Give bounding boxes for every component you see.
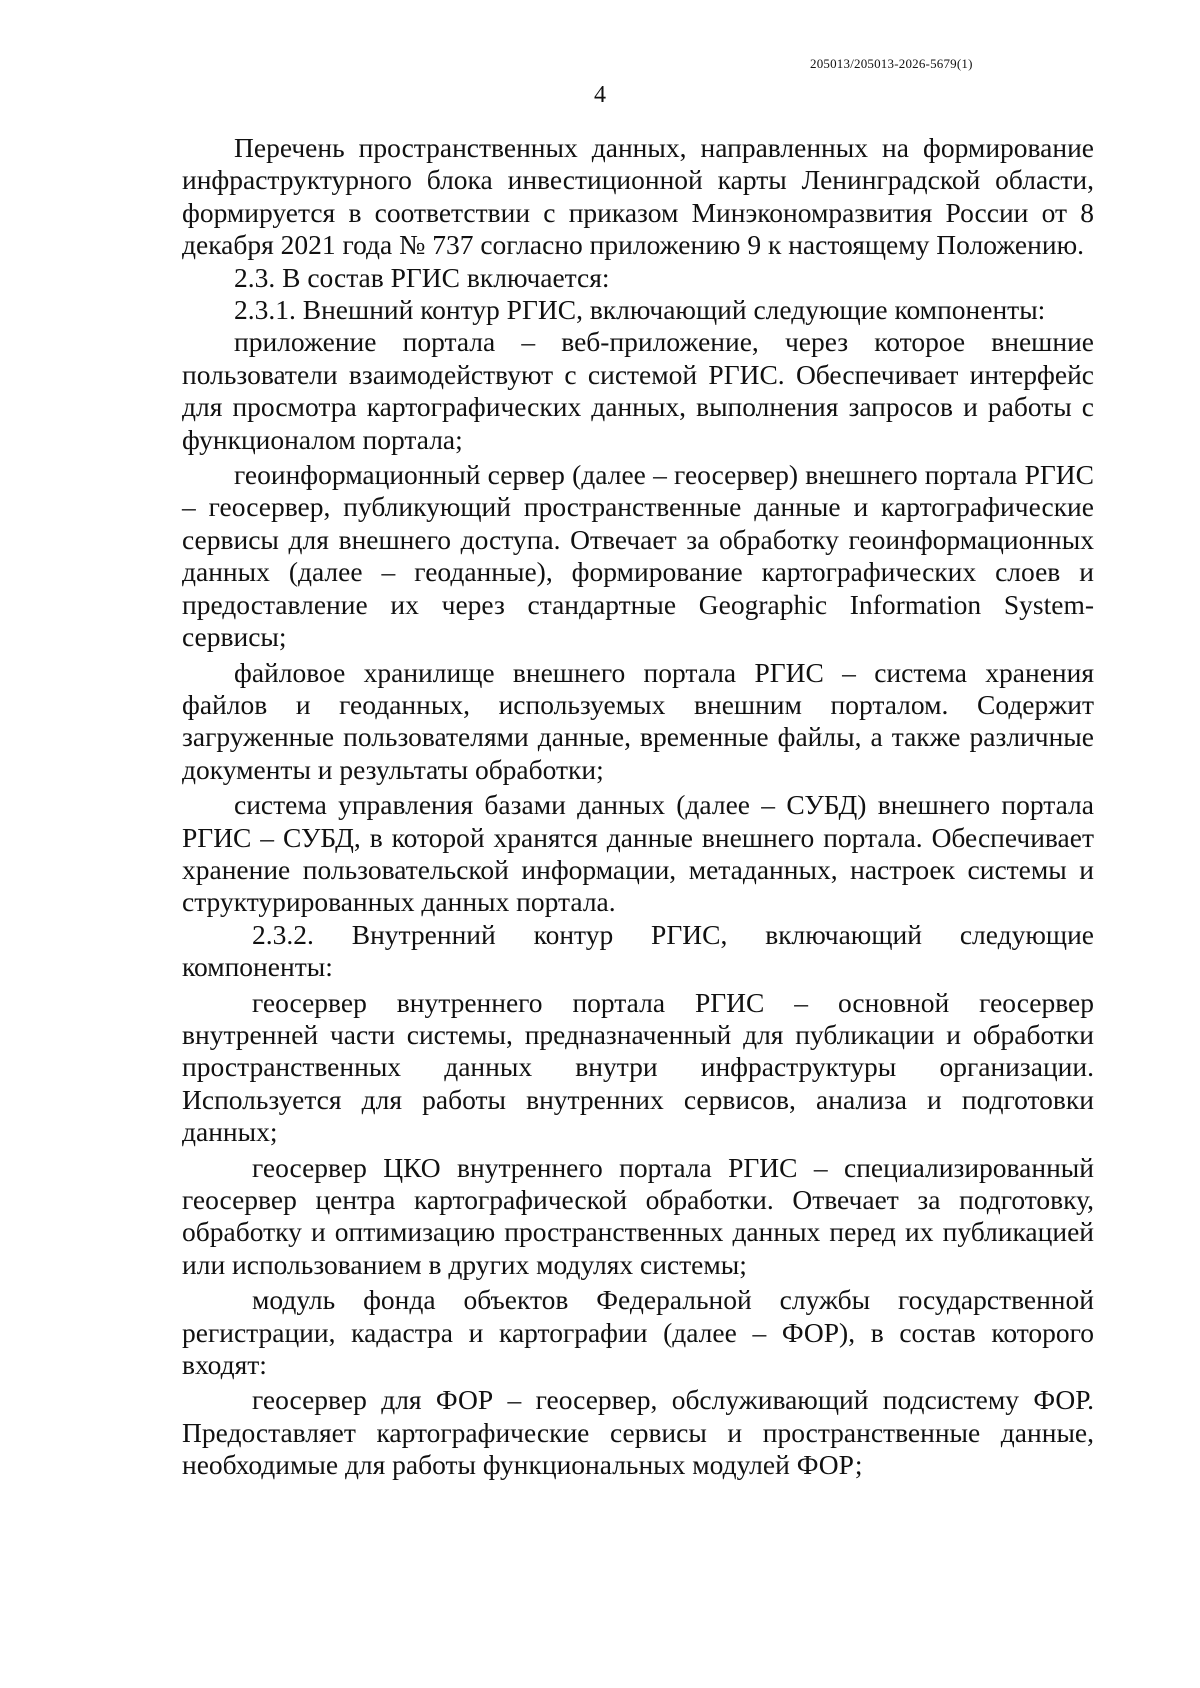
paragraph-for-geoserver: геосервер для ФОР – геосервер, обслуживающий подсистему ФОР. Предоставляет картографические сервисы и пространственные данные, необходимые для работы функциональных модулей ФОР; [182,1384,1094,1481]
page-number: 4 [594,82,606,108]
paragraph-file-storage: файловое хранилище внешнего портала РГИС – система хранения файлов и геоданных, используемых внешним порталом. Содержит загруженные пользователями данные, временные файлы, а также различные документы и результаты обработки; [182,656,1094,785]
paragraph-portal-app: приложение портала – веб-приложение, через которое внешние пользователи взаимодействуют с системой РГИС. Обеспечивает интерфейс для просмотра картографических данных, выполнения запросов и работы с функционалом портала; [182,326,1094,455]
paragraph-internal-geoserver: геосервер внутреннего портала РГИС – основной геосервер внутренней части системы, предназначенный для публикации и обработки пространственных данных внутри инфраструктуры организации. Используется для работы внутренних сервисов, анализа и подготовки данных; [182,986,1094,1148]
paragraph-investment-map: Перечень пространственных данных, направленных на формирование инфраструктурного блока инвестиционной карты Ленинградской области, формируется в соответствии с приказом Минэкономразвития России от 8 декабря 2021 года № 737 согласно приложению 9 к настоящему Положению. [182,132,1094,261]
paragraph-section-2-3-2: 2.3.2. Внутренний контур РГИС, включающий следующие компоненты: [182,918,1094,983]
paragraph-section-2-3: 2.3. В состав РГИС включается: [234,261,610,293]
paragraph-dbms: система управления базами данных (далее – СУБД) внешнего портала РГИС – СУБД, в которой хранятся данные внешнего портала. Обеспечивает хранение пользовательской информации, метаданных, настроек системы и структурированных данных портала. [182,789,1094,918]
document-body [182,132,1094,1482]
paragraph-section-2-3-1: 2.3.1. Внешний контур РГИС, включающий следующие компоненты: [234,294,1046,326]
paragraph-external-geoserver: геоинформационный сервер (далее – геосервер) внешнего портала РГИС – геосервер, публикующий пространственные данные и картографические сервисы для внешнего доступа. Отвечает за обработку геоинформационных данных (далее – геоданные), формирование картографических слоев и предоставление их через стандартные Geographic Information System-сервисы; [182,459,1094,653]
paragraph-for-module: модуль фонда объектов Федеральной службы государственной регистрации, кадастра и картографии (далее – ФОР), в состав которого входят: [182,1284,1094,1381]
document-id: 205013/205013-2026-5679(1) [810,56,973,71]
paragraph-cko-geoserver: геосервер ЦКО внутреннего портала РГИС – специализированный геосервер центра картографической обработки. Отвечает за подготовку, обработку и оптимизацию пространственных данных перед их публикацией или использованием в других модулях системы; [182,1151,1094,1280]
